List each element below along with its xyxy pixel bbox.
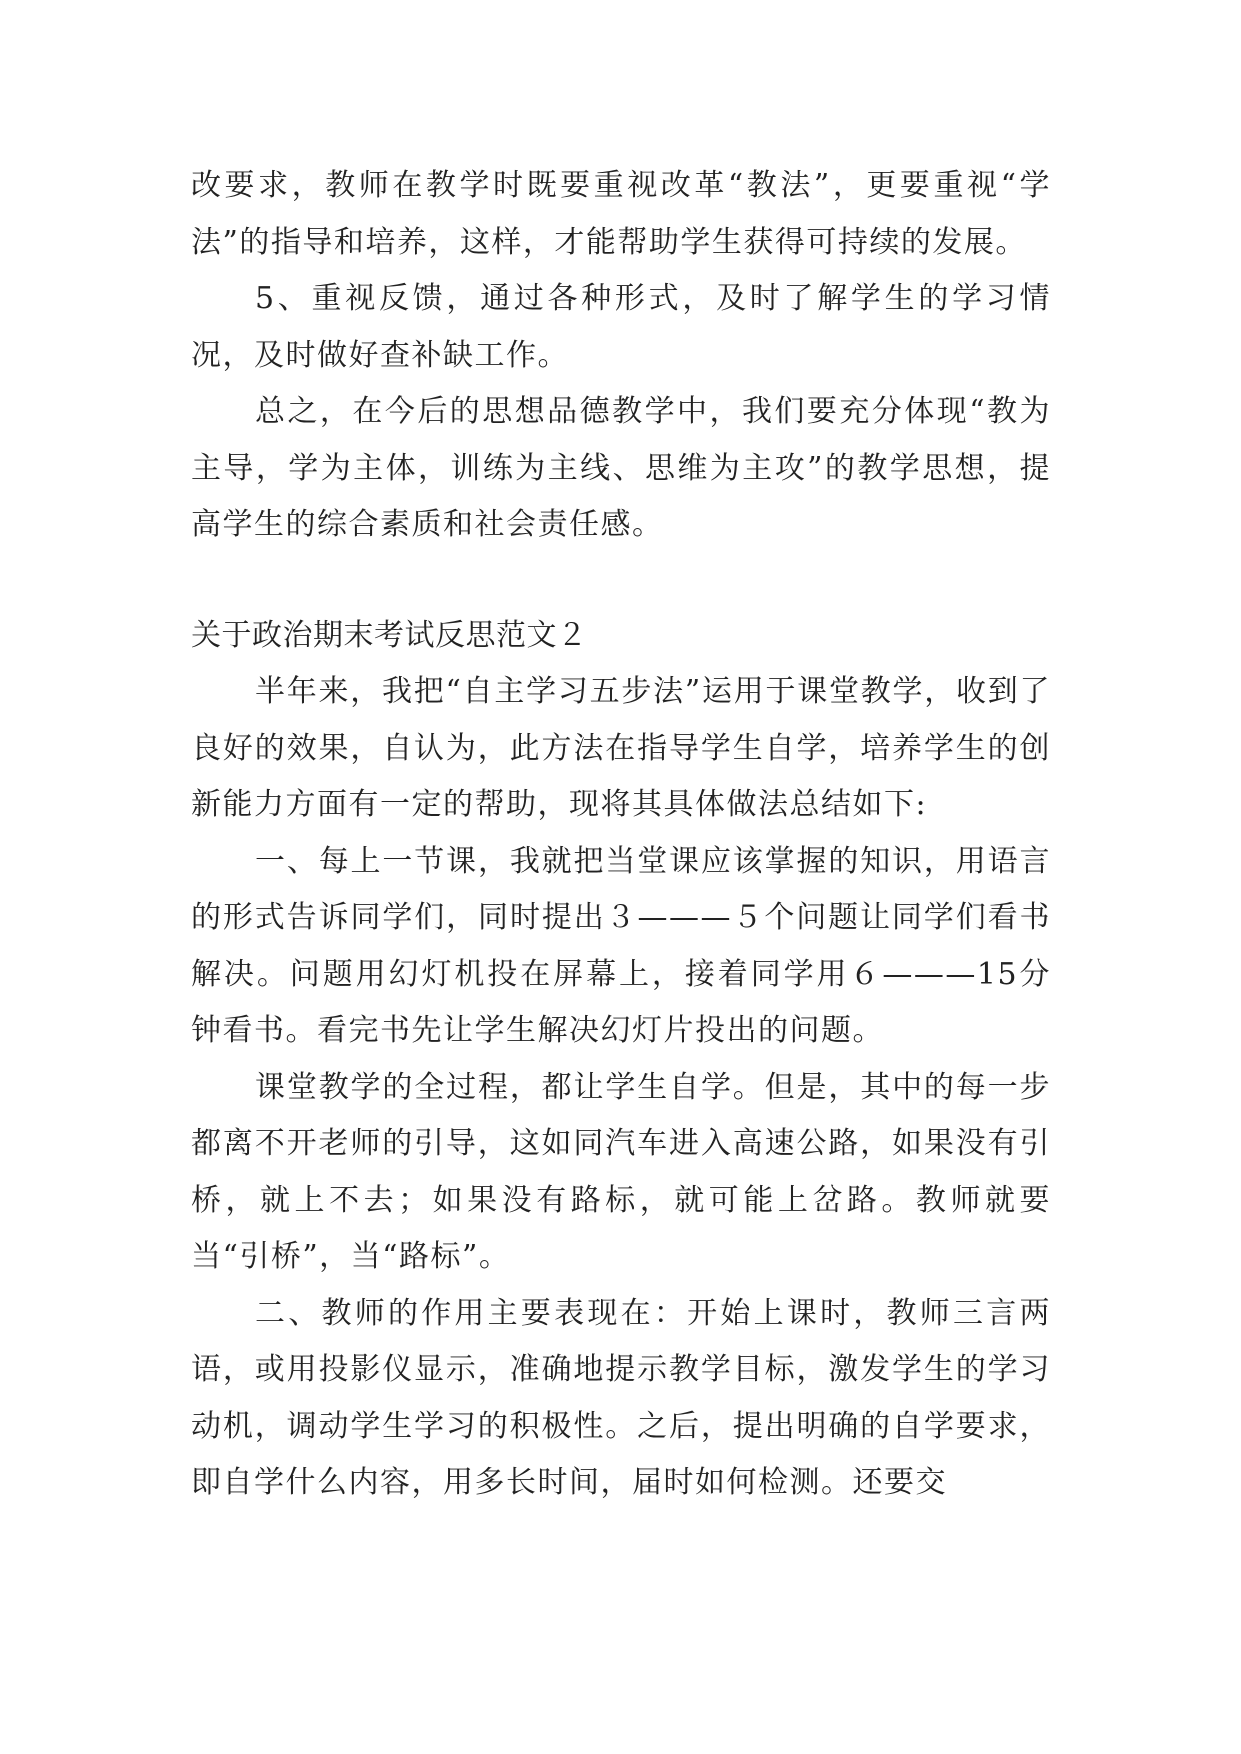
paragraph-guidance: 课堂教学的全过程，都让学生自学。但是，其中的每一步都离不开老师的引导，这如同汽车进入高速公路，如果没有引桥，就上不去；如果没有路标，就可能上岔路。教师就要当“引桥”，当“路标”。: [191, 1069, 1051, 1274]
section-title: 关于政治期末考试反思范文２: [191, 617, 588, 653]
paragraph-item-5: 5、重视反馈，通过各种形式，及时了解学生的学习情况，及时做好查补缺工作。: [191, 281, 1051, 373]
paragraph-continuation: 改要求，教师在教学时既要重视改革“教法”，更要重视“学法”的指导和培养，这样，才能帮助学生获得可持续的发展。: [191, 168, 1051, 260]
paragraph-step-2: 二、教师的作用主要表现在：开始上课时，教师三言两语，或用投影仪显示，准确地提示教学目标，激发学生的学习动机，调动学生学习的积极性。之后，提出明确的自学要求，即自学什么内容，用多长时间，届时如何检测。还要交: [191, 1295, 1051, 1500]
document-body: [191, 158, 1051, 1512]
paragraph-summary: 总之，在今后的思想品德教学中，我们要充分体现“教为主导，学为主体，训练为主线、思维为主攻”的教学思想，提高学生的综合素质和社会责任感。: [191, 394, 1051, 542]
paragraph-intro: 半年来，我把“自主学习五步法”运用于课堂教学，收到了良好的效果，自认为，此方法在指导学生自学，培养学生的创新能力方面有一定的帮助，现将其具体做法总结如下:: [191, 674, 1051, 822]
paragraph-step-1: 一、每上一节课，我就把当堂课应该掌握的知识，用语言的形式告诉同学们，同时提出３———５个问题让同学们看书解决。问题用幻灯机投在屏幕上，接着同学用６———15分钟看书。看完书先让学生解决幻灯片投出的问题。: [191, 843, 1051, 1048]
